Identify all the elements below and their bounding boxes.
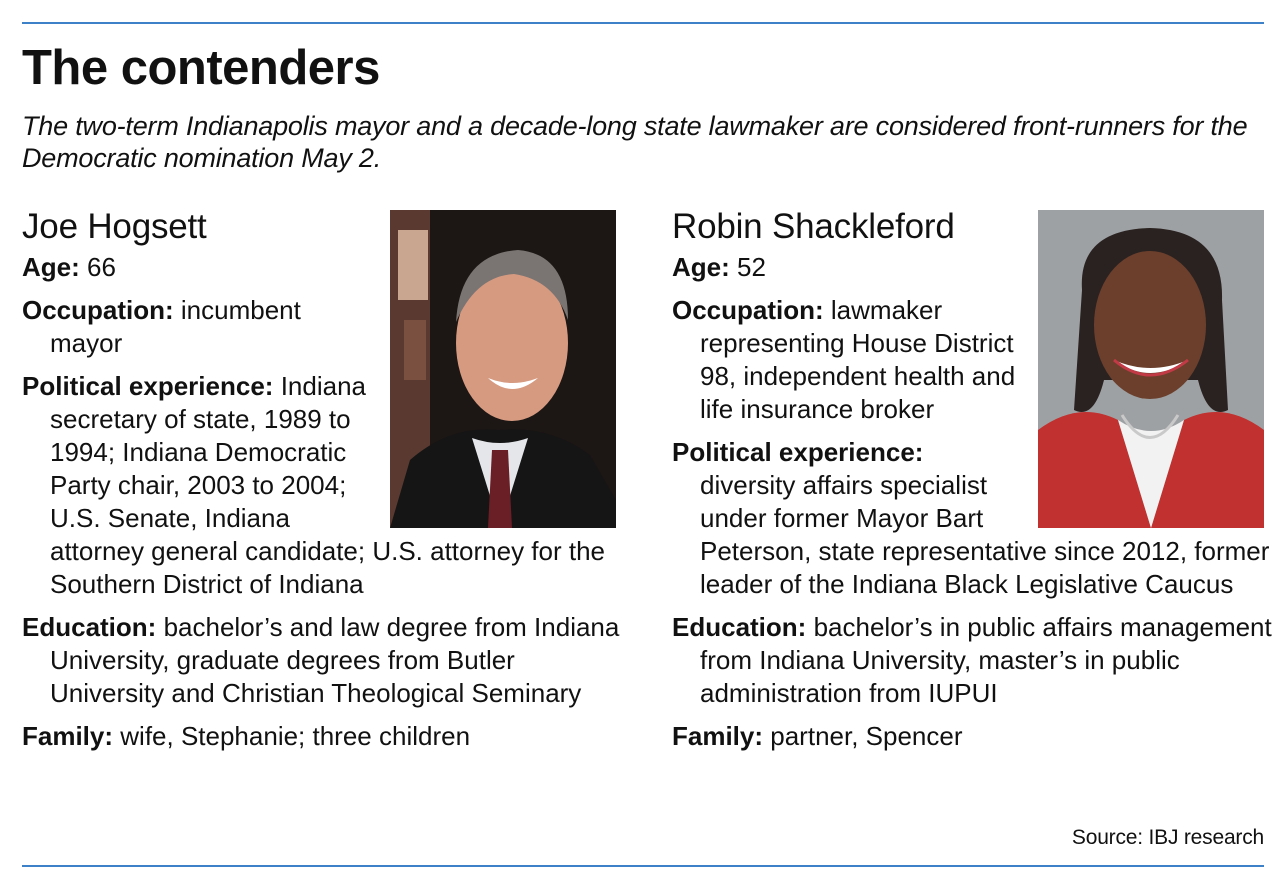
- education-field: [22, 611, 622, 710]
- family-value: partner, Spencer: [770, 721, 963, 751]
- experience-value: Indiana secretary of state, 1989 to 1994; Indiana Democratic Party chair, 2003 to 2004; U.S. Senate, Indiana attorney general candidate; U.S. attorney for the Southern District of Indiana: [50, 371, 606, 599]
- hogsett-photo: [390, 210, 616, 528]
- age-value: 66: [87, 252, 116, 282]
- age-value: 52: [737, 252, 766, 282]
- occupation-label: Occupation:: [22, 295, 174, 325]
- education-value: bachelor’s and law degree from Indiana University, graduate degrees from Butler University and Christian Theological Seminary: [50, 612, 620, 708]
- occupation-label: Occupation:: [672, 295, 824, 325]
- education-label: Education:: [22, 612, 157, 642]
- occupation-value: lawmaker representing House District 98, independent health and life insurance broker: [700, 295, 1016, 424]
- education-label: Education:: [672, 612, 807, 642]
- family-field: [672, 720, 1272, 753]
- family-label: Family:: [22, 721, 114, 751]
- candidate-hogsett: [22, 205, 622, 763]
- candidate-name: Joe Hogsett: [22, 207, 207, 246]
- education-field: [672, 611, 1272, 710]
- family-value: wife, Stephanie; three children: [120, 721, 471, 751]
- bottom-rule: [22, 865, 1264, 867]
- family-field: [22, 720, 622, 753]
- top-rule: [22, 22, 1264, 24]
- source-note: Source: IBJ research: [1071, 826, 1264, 849]
- experience-label: Political experience:: [22, 371, 274, 401]
- candidate-name: Robin Shackleford: [672, 207, 955, 246]
- shackleford-photo: [1038, 210, 1264, 528]
- experience-value: diversity affairs specialist under former Mayor Bart Peterson, state representative since 2012, former leader of the Indiana Black Legislative Caucus: [700, 470, 1270, 599]
- age-label: Age:: [672, 252, 730, 282]
- candidate-shackleford: [672, 205, 1272, 763]
- page-title: The contenders: [22, 41, 380, 95]
- age-label: Age:: [22, 252, 80, 282]
- experience-label: Political experience:: [672, 437, 924, 467]
- family-label: Family:: [672, 721, 764, 751]
- subtitle: The two-term Indianapolis mayor and a decade-long state lawmaker are considered front-runners for the Democratic nomination May 2.: [22, 111, 1248, 173]
- occupation-value: incumbent mayor: [50, 295, 301, 358]
- education-value: bachelor’s in public affairs management from Indiana University, master’s in public administration from IUPUI: [700, 612, 1272, 708]
